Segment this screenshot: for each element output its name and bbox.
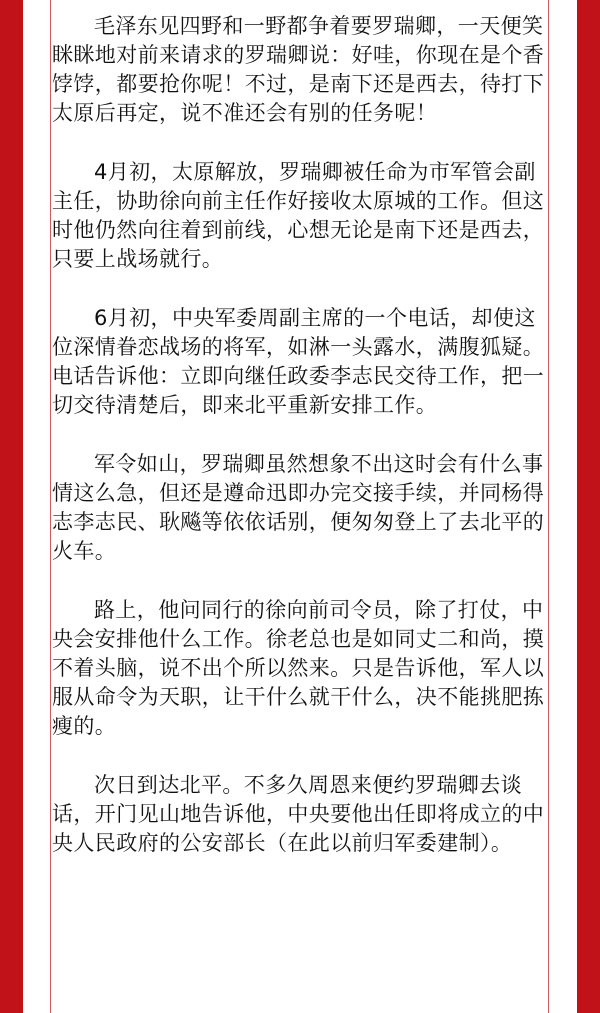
article-body — [52, 12, 548, 888]
paragraph-5: 路上，他问同行的徐向前司令员，除了打仗，中央会安排他什么工作。徐老总也是如同丈二和尚，摸不着头脑，说不出个所以然来。只是告诉他，军人以服从命令为天职，让干什么就干什么，决不能挑肥拣瘦的。 — [52, 598, 545, 738]
left-divider — [50, 0, 51, 1013]
paragraph-1: 毛泽东见四野和一野都争着要罗瑞卿，一天便笑眯眯地对前来请求的罗瑞卿说：好哇，你现在是个香饽饽，都要抢你呢！不过，是南下还是西去，待打下太原后再定，说不准还会有别的任务呢！ — [52, 14, 545, 125]
paragraph-4: 军令如山，罗瑞卿虽然想象不出这时会有什么事情这么急，但还是遵命迅即办完交接手续，并同杨得志李志民、耿飚等依依话别，便匆匆登上了去北平的火车。 — [52, 452, 545, 563]
paragraph-3: 6月初，中央军委周副主席的一个电话，却使这位深情眷恋战场的将军，如淋一头露水，满腹狐疑。电话告诉他：立即向继任政委李志民交待工作，把一切交待清楚后，即来北平重新安排工作。 — [52, 306, 545, 417]
paragraph-6: 次日到达北平。不多久周恩来便约罗瑞卿去谈话，开门见山地告诉他，中央要他出任即将成立的中央人民政府的公安部长（在此以前归军委建制）。 — [52, 773, 545, 855]
paragraph-2: 4月初，太原解放，罗瑞卿被任命为市军管会副主任，协助徐向前主任作好接收太原城的工作。但这时他仍然向往着到前线，心想无论是南下还是西去，只要上战场就行。 — [52, 160, 545, 271]
right-divider — [548, 0, 549, 1013]
